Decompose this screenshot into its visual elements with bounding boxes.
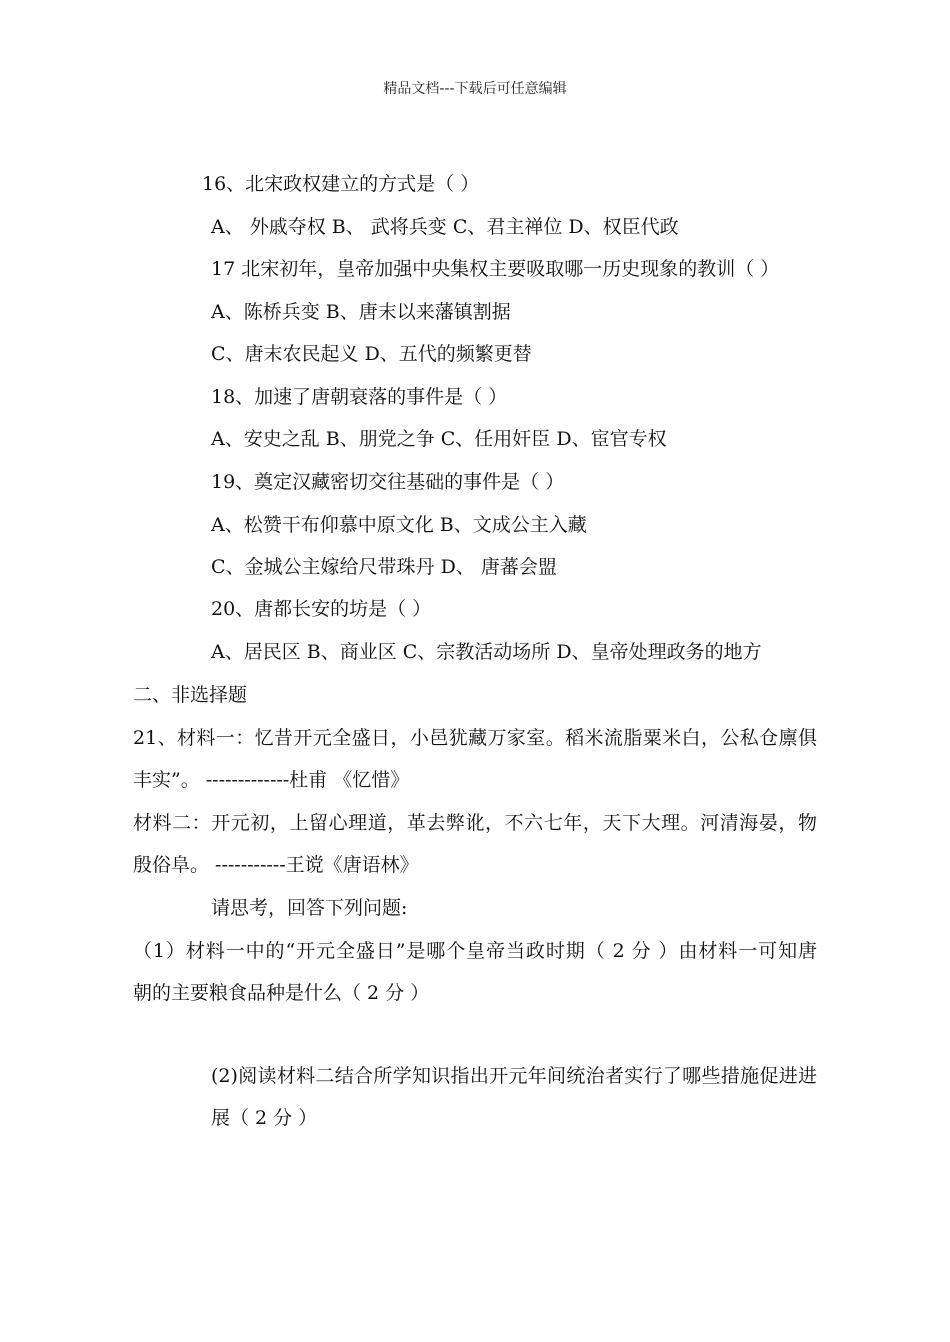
question-20-stem: 20、唐都长安的坊是（ ） [211, 598, 432, 620]
q21-sub-2-line-2: 展（ 2 分 ） [211, 1107, 318, 1129]
q21-material-1-line-2: 丰实”。 -------------杜甫 《忆惜》 [133, 769, 410, 791]
page-header: 精品文档---下载后可任意编辑 [383, 81, 567, 97]
question-19-options-1: A、松赞干布仰慕中原文化 B、文成公主入藏 [211, 514, 587, 536]
question-17-options-1: A、陈桥兵变 B、唐末以来藩镇割据 [211, 301, 511, 323]
question-18-options: A、安史之乱 B、朋党之争 C、任用奸臣 D、宦官专权 [211, 428, 667, 450]
question-20-options: A、居民区 B、商业区 C、宗教活动场所 D、皇帝处理政务的地方 [211, 641, 762, 663]
question-16-options: A、 外戚夺权 B、 武将兵变 C、君主禅位 D、权臣代政 [211, 216, 679, 238]
q21-sub-2-line-1: (2)阅读材料二结合所学知识指出开元年间统治者实行了哪些措施促进进 [211, 1065, 817, 1087]
q21-material-1-line-1: 21、材料一：忆昔开元全盛日，小邑犹藏万家室。稻米流脂粟米白，公私仓廪俱 [133, 727, 817, 749]
question-19-options-2: C、金城公主嫁给尺带珠丹 D、 唐蕃会盟 [211, 556, 557, 578]
question-19-stem: 19、奠定汉藏密切交往基础的事件是（ ） [211, 471, 565, 493]
section-2-title: 二、非选择题 [133, 684, 248, 706]
question-18-stem: 18、加速了唐朝衰落的事件是（ ） [211, 386, 508, 408]
question-16-stem: 16、北宋政权建立的方式是（ ） [202, 173, 480, 195]
q21-sub-1-line-2: 朝的主要粮食品种是什么（ 2 分 ） [133, 982, 430, 1004]
question-17-stem: 17 北宋初年，皇帝加强中央集权主要吸取哪一历史现象的教训（ ） [211, 258, 780, 280]
q21-material-2-line-2: 殷俗阜。 -----------王谠《唐语林》 [133, 854, 419, 876]
q21-material-2-line-1: 材料二：开元初，上留心理道，革去弊讹，不六七年，天下大理。河清海晏，物 [133, 812, 817, 834]
q21-sub-1-line-1: （1）材料一中的“开元全盛日”是哪个皇帝当政时期（ 2 分 ）由材料一可知唐 [133, 940, 817, 962]
question-17-options-2: C、唐末农民起义 D、五代的频繁更替 [211, 343, 532, 365]
q21-prompt: 请思考，回答下列问题: [211, 897, 408, 919]
